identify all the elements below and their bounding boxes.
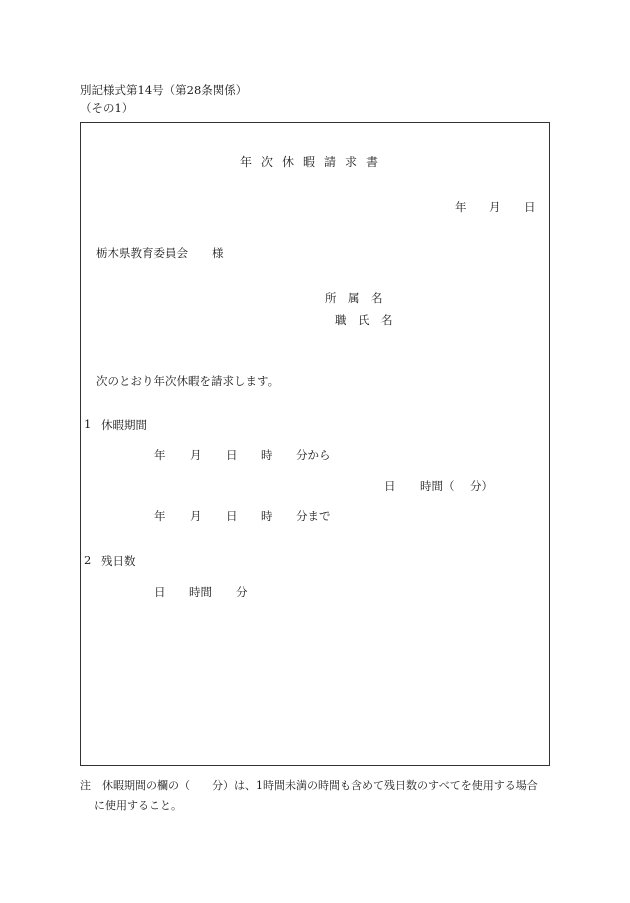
from-month: 月: [190, 448, 202, 462]
to-day: 日: [226, 509, 238, 523]
request-statement: 次のとおり年次休暇を請求します。: [96, 374, 280, 388]
position-name-label: 職 氏 名: [335, 313, 393, 327]
remaining-minutes: 分: [236, 585, 248, 599]
date-day-label: 日: [524, 200, 536, 214]
date-month-label: 月: [489, 200, 501, 214]
form-box: [80, 122, 550, 766]
from-year: 年: [154, 448, 166, 462]
to-month: 月: [190, 509, 202, 523]
form-number: 別記様式第14号（第28条関係）: [80, 83, 248, 97]
addressee-honorific: 様: [212, 246, 224, 260]
to-hour: 時: [261, 509, 273, 523]
date-year-label: 年: [455, 200, 467, 214]
section1-number: 1: [84, 417, 92, 431]
from-minute: 分から: [296, 448, 331, 462]
remaining-hours: 時間: [189, 585, 212, 599]
section2-title: 残日数: [101, 554, 136, 568]
total-hours: 時間（: [420, 479, 455, 493]
from-hour: 時: [261, 448, 273, 462]
from-day: 日: [226, 448, 238, 462]
addressee-name: 栃木県教育委員会: [96, 246, 188, 260]
total-days: 日: [384, 479, 396, 493]
form-part: （その1）: [80, 101, 134, 115]
form-title: 年次休暇請求書: [240, 155, 388, 169]
section1-title: 休暇期間: [101, 418, 147, 432]
to-minute: 分まで: [296, 509, 331, 523]
footnote-line2: に使用すること。: [94, 799, 182, 812]
to-year: 年: [154, 509, 166, 523]
remaining-days: 日: [154, 585, 166, 599]
total-minutes: 分）: [470, 479, 493, 493]
affiliation-label: 所 属 名: [325, 291, 383, 305]
footnote-line1: 注 休暇期間の欄の（ 分）は、1時間未満の時間も含めて残日数のすべてを使用する場合: [80, 779, 538, 792]
section2-number: 2: [84, 553, 92, 567]
